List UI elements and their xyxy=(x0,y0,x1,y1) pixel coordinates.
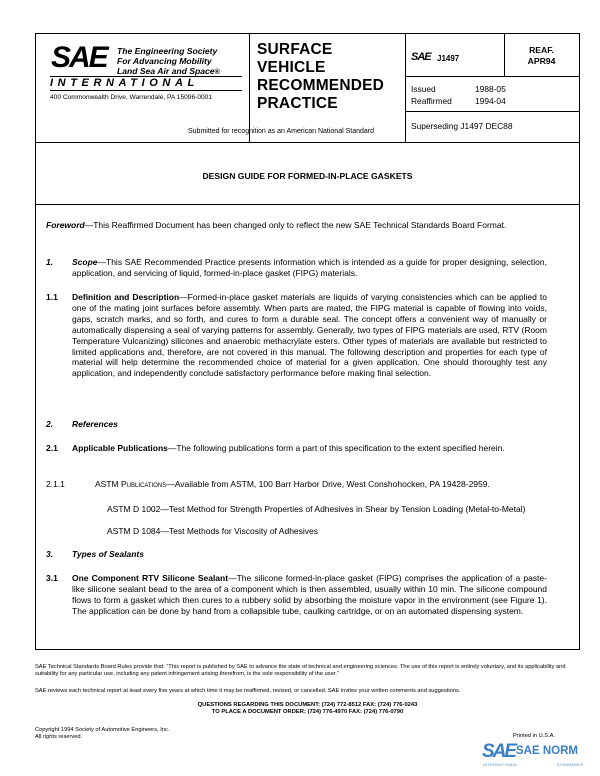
applicable-publications-heading: Applicable Publications xyxy=(72,443,168,453)
references-heading: References xyxy=(72,419,118,429)
rtv-text: —The silicone formed-in-place gasket (FIPG) comprises the application of a paste-like silicone sealant bead to the area of a component which is then assembled, usually within 10 min. The silicone compound flows to form a gasket which then cures to a rubbery solid by absorbing the moisture vapor in the environment (see Figure 1). The application can be done by hand from a collapsible tube, caulking cartridge, or on an automated dispensing system. xyxy=(72,573,547,616)
title-line: VEHICLE xyxy=(257,59,326,76)
review-note: SAE reviews each technical report at least every five years at which time it may be reaffirmed, revised, or cancelled. SAE invites your written comments and suggestions. xyxy=(35,688,461,694)
document-title: DESIGN GUIDE FOR FORMED-IN-PLACE GASKETS xyxy=(202,171,413,181)
society-line: For Advancing Mobility xyxy=(117,56,212,66)
title-line: RECOMMENDED xyxy=(257,77,385,94)
section-number: 2.1.1 xyxy=(46,479,65,489)
foreword-text: —This Reaffirmed Document has been changed only to reflect the new SAE Technical Standards Board Format. xyxy=(84,220,507,230)
society-name xyxy=(117,46,237,78)
divider xyxy=(405,111,579,112)
copyright: Copyright 1994 Society of Automotive Engineers, Inc. xyxy=(35,727,170,733)
section-number: 1.1 xyxy=(46,292,58,302)
brand-sub-left: INTERNATIONAL xyxy=(483,763,518,767)
scope-text: —This SAE Recommended Practice presents information which is intended as a guide for proper designing, selection, application, and servicing of liquid, formed-in-place gasket (FIPG) materials. xyxy=(72,257,547,278)
title-line: SURFACE xyxy=(257,41,333,58)
section-number: 2.1 xyxy=(46,443,58,453)
sae-logo: SAE xyxy=(51,41,107,74)
definition-heading: Definition and Description xyxy=(72,292,180,302)
questions-line: QUESTIONS REGARDING THIS DOCUMENT: (724) 772-8512 FAX: (724) 776-0243 xyxy=(197,702,418,708)
divider xyxy=(405,34,406,142)
reaf-date: APR94 xyxy=(527,56,556,66)
reaf-status xyxy=(503,45,580,67)
astm-publications-text: —Available from ASTM, 100 Barr Harbor Drive, West Conshohocken, PA 19428-2959. xyxy=(166,479,490,489)
astm-publications xyxy=(95,479,565,490)
definition-section xyxy=(72,292,547,379)
submitted-note: Submitted for recognition as an American National Standard xyxy=(188,128,374,135)
brand-sub-right: STANDARDS xyxy=(557,763,584,767)
issued-date: 1988-05 xyxy=(475,84,506,94)
foreword-heading: Foreword xyxy=(46,220,85,230)
applicable-publications-text: —The following publications form a part of this specification to the extent specified herein. xyxy=(167,443,505,453)
applicable-publications xyxy=(72,443,547,454)
issued-label: Issued xyxy=(411,84,436,94)
section-number: 3. xyxy=(46,549,54,559)
astm-publications-heading: ASTM Publications xyxy=(95,479,167,489)
reaffirmed-date: 1994-04 xyxy=(475,96,506,106)
society-line-text: Land Sea Air and Space xyxy=(117,66,215,76)
international-wordmark: INTERNATIONAL xyxy=(50,76,242,91)
registered-mark: ® xyxy=(214,69,220,76)
rtv-heading: One Component RTV Silicone Sealant xyxy=(72,573,229,583)
scope-heading: Scope xyxy=(72,257,98,267)
address: 400 Commonwealth Drive, Warrendale, PA 15096-0001 xyxy=(50,94,212,101)
scope-section xyxy=(72,257,547,279)
section-number: 1. xyxy=(46,257,54,267)
types-heading: Types of Sealants xyxy=(72,549,144,559)
definition-text: —Formed-in-place gasket materials are liquids of varying consistencies which can be applied to one of the mating joint surfaces before assembly. When parts are mated, the FIPG material is capable of flowing into voids, gaps, scratch marks, and so forth, and cures to form a durable seal. The concept offers a convenient way of manually or automatically dispensing a seal of varying patterns for assembly. Generally, two types of FIPG materials are used, RTV (Room Temperature Vulcanizing) silicones and anaerobic methacrylate esters. Other types of materials are available but restricted to limited applications and, therefore, are not covered in this manual. The following description and properties for each type of material will help determine the recommended choice of material for a given application. One should thoroughly test any application, and independently conclude satisfactory performance before making final selection. xyxy=(72,292,547,379)
section-number: 3.1 xyxy=(46,573,58,583)
printed-in: Printed in U.S.A. xyxy=(513,733,556,739)
sae-norm-logo-mark: SAE xyxy=(482,741,516,762)
sae-small-logo: SAE xyxy=(411,51,431,63)
reaf-label: REAF. xyxy=(529,45,554,55)
superseding: Superseding J1497 DEC88 xyxy=(411,121,513,131)
doc-number: J1497 xyxy=(437,54,460,63)
title-line: PRACTICE xyxy=(257,95,338,112)
doc-type-title xyxy=(257,41,384,113)
rights: All rights reserved. xyxy=(35,734,83,740)
reference-astm-d1002: ASTM D 1002—Test Method for Strength Properties of Adhesives in Shear by Tension Loading (Metal-to-Metal) xyxy=(107,504,526,514)
section-number: 2. xyxy=(46,419,54,429)
foreword xyxy=(46,220,566,231)
divider xyxy=(249,34,250,142)
divider xyxy=(405,76,579,77)
rtv-section xyxy=(72,573,547,617)
board-rules: SAE Technical Standards Board Rules provide that: “This report is published by SAE to advance the state of technical and engineering sciences. The use of this report is entirely voluntary, and its applicability and suitability for any particular use, including any patent infringement arising therefrom, is the sole responsibility of the user.” xyxy=(35,664,566,678)
society-line: The Engineering Society xyxy=(117,46,218,56)
order-line: TO PLACE A DOCUMENT ORDER; (724) 776-4970 FAX: (724) 776-0790 xyxy=(211,709,404,715)
sae-norm-wordmark: SAE NORM xyxy=(516,745,578,757)
reference-astm-d1084: ASTM D 1084—Test Methods for Viscosity of Adhesives xyxy=(107,526,319,536)
reaffirmed-label: Reaffirmed xyxy=(411,96,452,106)
